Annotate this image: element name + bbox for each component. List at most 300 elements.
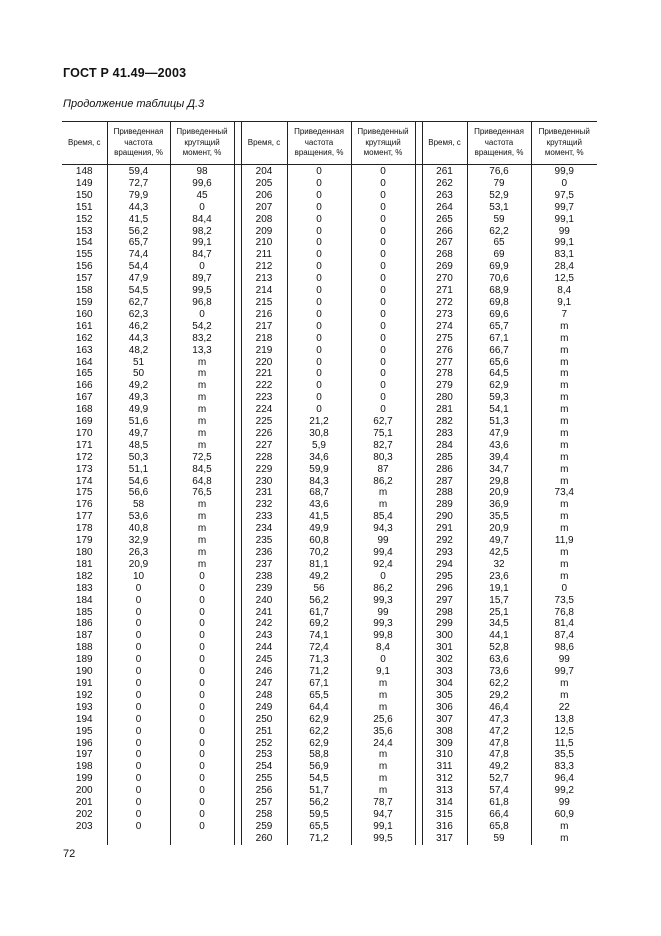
cell-torque: 0 [170, 630, 234, 642]
cell-time: 236 [241, 547, 287, 559]
cell-speed: 69,6 [467, 309, 531, 321]
cell-torque: 0 [351, 273, 415, 285]
col-header-torque: Приведенный крутящий момент, % [531, 122, 597, 165]
cell-time: 260 [241, 833, 287, 845]
cell-time: 204 [241, 165, 287, 178]
cell-time: 287 [422, 476, 467, 488]
cell-speed: 0 [107, 761, 170, 773]
table-row [62, 285, 597, 297]
column-gap [234, 678, 241, 690]
cell-speed: 49,3 [107, 392, 170, 404]
cell-torque: 8,4 [351, 642, 415, 654]
cell-speed: 0 [287, 357, 351, 369]
table-row [62, 535, 597, 547]
cell-time: 211 [241, 249, 287, 261]
cell-speed: 54,1 [467, 404, 531, 416]
cell-speed: 69,2 [287, 618, 351, 630]
column-gap [234, 261, 241, 273]
cell-speed: 40,8 [107, 523, 170, 535]
cell-speed: 56,9 [287, 761, 351, 773]
cell-speed: 51,6 [107, 416, 170, 428]
cell-speed: 44,3 [107, 202, 170, 214]
cell-speed: 67,1 [467, 333, 531, 345]
column-gap [234, 297, 241, 309]
cell-speed: 0 [287, 368, 351, 380]
cell-speed: 70,6 [467, 273, 531, 285]
column-gap [234, 595, 241, 607]
cell-time: 192 [75, 689, 93, 701]
column-gap [234, 511, 241, 523]
cell-time: 244 [241, 642, 287, 654]
column-gap [234, 773, 241, 785]
cell-speed: 59 [467, 214, 531, 226]
cell-time: 274 [422, 321, 467, 333]
column-gap [415, 380, 422, 392]
cell-speed: 35,5 [467, 511, 531, 523]
cell-torque: m [170, 559, 234, 571]
cell-torque: m [351, 499, 415, 511]
cell-torque: 0 [531, 583, 597, 595]
cell-time: 252 [241, 738, 287, 750]
cell-speed: 0 [107, 773, 170, 785]
cell-speed: 71,2 [287, 833, 351, 845]
table-row [62, 321, 597, 333]
column-gap [234, 464, 241, 476]
cell-torque: 76,5 [170, 487, 234, 499]
cell-torque: m [531, 511, 597, 523]
col-header-speed: Приведенная частота вращения, % [287, 122, 351, 165]
cell-torque: 0 [351, 368, 415, 380]
column-gap [234, 654, 241, 666]
column-gap [415, 642, 422, 654]
column-gap [234, 702, 241, 714]
cell-time: 234 [241, 523, 287, 535]
cell-speed: 62,2 [467, 678, 531, 690]
table-row [62, 642, 597, 654]
cell-time: 178 [75, 523, 93, 535]
cell-speed: 0 [107, 690, 170, 702]
cell-torque: 73,4 [531, 487, 597, 499]
cell-time: 202 [75, 808, 93, 820]
cell-speed: 59,5 [287, 809, 351, 821]
cell-torque: 35,6 [351, 726, 415, 738]
cell-time: 173 [75, 463, 93, 475]
cell-time: 164 [75, 356, 93, 368]
cell-speed: 0 [287, 333, 351, 345]
cell-torque: 54,2 [170, 321, 234, 333]
cell-speed: 44,1 [467, 630, 531, 642]
table-row [62, 785, 597, 797]
cell-torque: m [351, 678, 415, 690]
cell-speed: 54,5 [107, 285, 170, 297]
cell-time: 304 [422, 678, 467, 690]
cell-torque: m [170, 368, 234, 380]
cell-time: 317 [422, 833, 467, 845]
column-gap [234, 666, 241, 678]
cell-time: 194 [75, 713, 93, 725]
cell-torque: 86,2 [351, 476, 415, 488]
table-row [62, 607, 597, 619]
column-gap [415, 214, 422, 226]
table-row [62, 761, 597, 773]
cell-torque: 0 [170, 666, 234, 678]
cell-speed: 62,9 [287, 738, 351, 750]
cell-torque: 0 [531, 178, 597, 190]
cell-time: 201 [75, 797, 93, 809]
cell-torque: 99,8 [351, 630, 415, 642]
column-gap [234, 202, 241, 214]
column-gap [234, 583, 241, 595]
column-gap [415, 428, 422, 440]
cell-time: 228 [241, 452, 287, 464]
cell-time: 270 [422, 273, 467, 285]
cell-time: 275 [422, 333, 467, 345]
cell-torque: 13,3 [170, 345, 234, 357]
cell-time: 222 [241, 380, 287, 392]
cell-torque: 97,5 [531, 190, 597, 202]
table-row [62, 738, 597, 750]
column-gap [415, 523, 422, 535]
cell-time: 172 [75, 451, 93, 463]
cell-speed: 0 [287, 285, 351, 297]
cell-speed: 26,3 [107, 547, 170, 559]
cell-speed: 48,2 [107, 345, 170, 357]
column-gap [415, 630, 422, 642]
cell-torque: 0 [170, 749, 234, 761]
cell-speed: 66,7 [467, 345, 531, 357]
cell-torque: 0 [351, 261, 415, 273]
column-gap [415, 202, 422, 214]
col-header-torque: Приведенный крутящий момент, % [351, 122, 415, 165]
col-header-gap [234, 122, 241, 165]
column-gap [234, 333, 241, 345]
cell-torque: 0 [170, 309, 234, 321]
cell-speed: 0 [107, 809, 170, 821]
cell-speed: 30,8 [287, 428, 351, 440]
cell-time: 175 [75, 487, 93, 499]
cell-time: 182 [75, 570, 93, 582]
table-row [62, 654, 597, 666]
table-row [62, 440, 597, 452]
column-gap [415, 452, 422, 464]
cell-time: 240 [241, 595, 287, 607]
col-header-speed: Приведенная частота вращения, % [107, 122, 170, 165]
cell-time: 238 [241, 571, 287, 583]
cell-torque: m [351, 749, 415, 761]
cell-speed: 21,2 [287, 416, 351, 428]
table-row [62, 404, 597, 416]
cell-time: 155 [75, 249, 93, 261]
cell-speed: 79,9 [107, 190, 170, 202]
cell-speed: 0 [107, 630, 170, 642]
column-gap [234, 392, 241, 404]
cell-time: 267 [422, 237, 467, 249]
cell-torque: 0 [170, 738, 234, 750]
cell-torque: 0 [170, 761, 234, 773]
column-gap [234, 416, 241, 428]
cell-time: 256 [241, 785, 287, 797]
cell-time: 313 [422, 785, 467, 797]
cell-torque: 9,1 [351, 666, 415, 678]
cell-speed: 56,2 [287, 797, 351, 809]
cell-torque: 87 [351, 464, 415, 476]
cell-speed: 51,7 [287, 785, 351, 797]
cell-time: 290 [422, 511, 467, 523]
cell-speed: 69,8 [467, 297, 531, 309]
cell-time: 230 [241, 476, 287, 488]
column-gap [415, 809, 422, 821]
cell-time: 154 [75, 237, 93, 249]
cell-time: 286 [422, 464, 467, 476]
cell-torque: 28,4 [531, 261, 597, 273]
cell-time: 166 [75, 380, 93, 392]
table-row [62, 666, 597, 678]
cell-speed: 58,8 [287, 749, 351, 761]
column-gap [415, 190, 422, 202]
cell-speed: 52,9 [467, 190, 531, 202]
column-gap [234, 178, 241, 190]
cell-time: 148 [75, 166, 93, 177]
cell-speed: 36,9 [467, 499, 531, 511]
cell-torque: 60,9 [531, 809, 597, 821]
cell-speed: 43,6 [467, 440, 531, 452]
cell-torque: 0 [351, 380, 415, 392]
column-gap [234, 535, 241, 547]
column-gap [234, 190, 241, 202]
column-gap [415, 165, 422, 178]
cell-torque: 73,5 [531, 595, 597, 607]
cell-torque: 0 [351, 321, 415, 333]
column-gap [415, 618, 422, 630]
column-gap [415, 178, 422, 190]
column-gap [415, 440, 422, 452]
column-gap [415, 309, 422, 321]
cell-time: 193 [75, 701, 93, 713]
cell-torque: 0 [351, 571, 415, 583]
cell-speed: 47,3 [467, 714, 531, 726]
cell-torque: 81,4 [531, 618, 597, 630]
cell-speed: 34,7 [467, 464, 531, 476]
cell-speed: 74,1 [287, 630, 351, 642]
column-gap [415, 404, 422, 416]
cell-speed: 47,8 [467, 738, 531, 750]
cell-speed: 49,2 [287, 571, 351, 583]
cell-time: 151 [75, 201, 93, 213]
column-gap [234, 499, 241, 511]
cell-time: 278 [422, 368, 467, 380]
cell-speed: 59,3 [467, 392, 531, 404]
cell-torque: 99,1 [351, 821, 415, 833]
column-gap [234, 714, 241, 726]
cell-speed: 32 [467, 559, 531, 571]
table-row [62, 714, 597, 726]
cell-torque: 99 [351, 607, 415, 619]
table-row [62, 726, 597, 738]
cell-speed: 52,7 [467, 773, 531, 785]
cell-time: 255 [241, 773, 287, 785]
column-gap [234, 309, 241, 321]
cell-torque: 99,2 [531, 785, 597, 797]
cell-time: 271 [422, 285, 467, 297]
cell-speed: 0 [287, 249, 351, 261]
cell-torque: 0 [351, 392, 415, 404]
table-row [62, 345, 597, 357]
cell-torque: m [531, 368, 597, 380]
cell-torque: 96,4 [531, 773, 597, 785]
cell-time: 310 [422, 749, 467, 761]
table-row [62, 178, 597, 190]
cell-time: 294 [422, 559, 467, 571]
column-gap [415, 273, 422, 285]
cell-speed: 65,5 [287, 690, 351, 702]
cell-time: 311 [422, 761, 467, 773]
column-gap [415, 333, 422, 345]
column-gap [234, 690, 241, 702]
cell-torque: 22 [531, 702, 597, 714]
cell-time: 217 [241, 321, 287, 333]
cell-time: 249 [241, 702, 287, 714]
cell-time: 316 [422, 821, 467, 833]
column-gap [234, 165, 241, 178]
cell-time: 231 [241, 487, 287, 499]
cell-speed: 62,2 [467, 226, 531, 238]
cell-speed: 46,2 [107, 321, 170, 333]
cell-speed: 53,6 [107, 511, 170, 523]
cell-time: 214 [241, 285, 287, 297]
cell-speed: 29,2 [467, 690, 531, 702]
table-row [62, 380, 597, 392]
cell-speed: 0 [107, 607, 170, 619]
cell-torque: 12,5 [531, 726, 597, 738]
cell-torque: 83,1 [531, 249, 597, 261]
col-header-torque: Приведенный крутящий момент, % [170, 122, 234, 165]
cell-torque: 35,5 [531, 749, 597, 761]
cell-torque: 11,5 [531, 738, 597, 750]
cell-speed: 0 [107, 595, 170, 607]
column-gap [415, 237, 422, 249]
column-gap [234, 761, 241, 773]
column-gap [415, 321, 422, 333]
cell-speed: 81,1 [287, 559, 351, 571]
cell-torque: 0 [351, 190, 415, 202]
cell-speed: 19,1 [467, 583, 531, 595]
cell-speed: 74,4 [107, 249, 170, 261]
cell-speed: 72,7 [107, 178, 170, 190]
column-gap [234, 833, 241, 845]
cell-speed: 0 [287, 380, 351, 392]
cell-speed: 68,7 [287, 487, 351, 499]
cell-speed: 44,3 [107, 333, 170, 345]
cell-time: 220 [241, 357, 287, 369]
table-row [62, 773, 597, 785]
cell-torque: 0 [351, 285, 415, 297]
cell-speed: 59,9 [287, 464, 351, 476]
cell-time: 293 [422, 547, 467, 559]
cell-speed: 0 [287, 404, 351, 416]
cell-torque: 78,7 [351, 797, 415, 809]
cell-time: 237 [241, 559, 287, 571]
cell-torque [170, 833, 234, 845]
cell-torque: 99 [531, 797, 597, 809]
cell-torque: 0 [170, 595, 234, 607]
col-header-gap [415, 122, 422, 165]
column-gap [234, 357, 241, 369]
table-row [62, 249, 597, 261]
cell-speed: 63,6 [467, 654, 531, 666]
cell-time: 279 [422, 380, 467, 392]
cell-torque: 45 [170, 190, 234, 202]
cell-speed: 34,5 [467, 618, 531, 630]
cell-time: 189 [75, 654, 93, 666]
cell-torque: 84,5 [170, 464, 234, 476]
column-gap [415, 654, 422, 666]
cell-time: 298 [422, 607, 467, 619]
cell-torque: m [531, 547, 597, 559]
cell-time: 248 [241, 690, 287, 702]
cell-time: 184 [75, 594, 93, 606]
cell-speed: 0 [107, 678, 170, 690]
cell-speed: 66,4 [467, 809, 531, 821]
cell-time: 241 [241, 607, 287, 619]
column-gap [234, 809, 241, 821]
column-gap [415, 761, 422, 773]
column-gap [234, 404, 241, 416]
cell-speed: 71,3 [287, 654, 351, 666]
cell-speed: 59,4 [107, 165, 170, 178]
cell-torque: m [170, 440, 234, 452]
cell-time: 265 [422, 214, 467, 226]
cell-torque: m [170, 535, 234, 547]
cell-speed: 54,5 [287, 773, 351, 785]
table-row [62, 833, 597, 845]
column-gap [234, 214, 241, 226]
cell-torque: 0 [351, 202, 415, 214]
cell-speed: 0 [287, 392, 351, 404]
cell-speed: 0 [287, 202, 351, 214]
cell-torque: 0 [351, 404, 415, 416]
column-gap [234, 726, 241, 738]
table-row [62, 618, 597, 630]
cell-speed: 62,9 [467, 380, 531, 392]
cell-speed: 70,2 [287, 547, 351, 559]
cell-time: 232 [241, 499, 287, 511]
cell-torque: 82,7 [351, 440, 415, 452]
cell-speed: 49,7 [107, 428, 170, 440]
cell-torque: m [531, 690, 597, 702]
column-gap [234, 273, 241, 285]
column-gap [415, 416, 422, 428]
cell-torque: 89,7 [170, 273, 234, 285]
cell-torque: 94,7 [351, 809, 415, 821]
cell-time: 188 [75, 642, 93, 654]
cell-time: 212 [241, 261, 287, 273]
cell-time: 170 [75, 427, 93, 439]
cell-torque: m [531, 452, 597, 464]
cell-torque: 0 [351, 165, 415, 178]
column-gap [415, 226, 422, 238]
column-gap [415, 773, 422, 785]
cell-torque: m [531, 523, 597, 535]
cell-time: 223 [241, 392, 287, 404]
cell-time: 276 [422, 345, 467, 357]
table-row [62, 190, 597, 202]
table-row [62, 487, 597, 499]
table-row [62, 690, 597, 702]
cell-time: 229 [241, 464, 287, 476]
cell-speed: 50,3 [107, 452, 170, 464]
cell-torque: 0 [170, 571, 234, 583]
cell-time: 301 [422, 642, 467, 654]
